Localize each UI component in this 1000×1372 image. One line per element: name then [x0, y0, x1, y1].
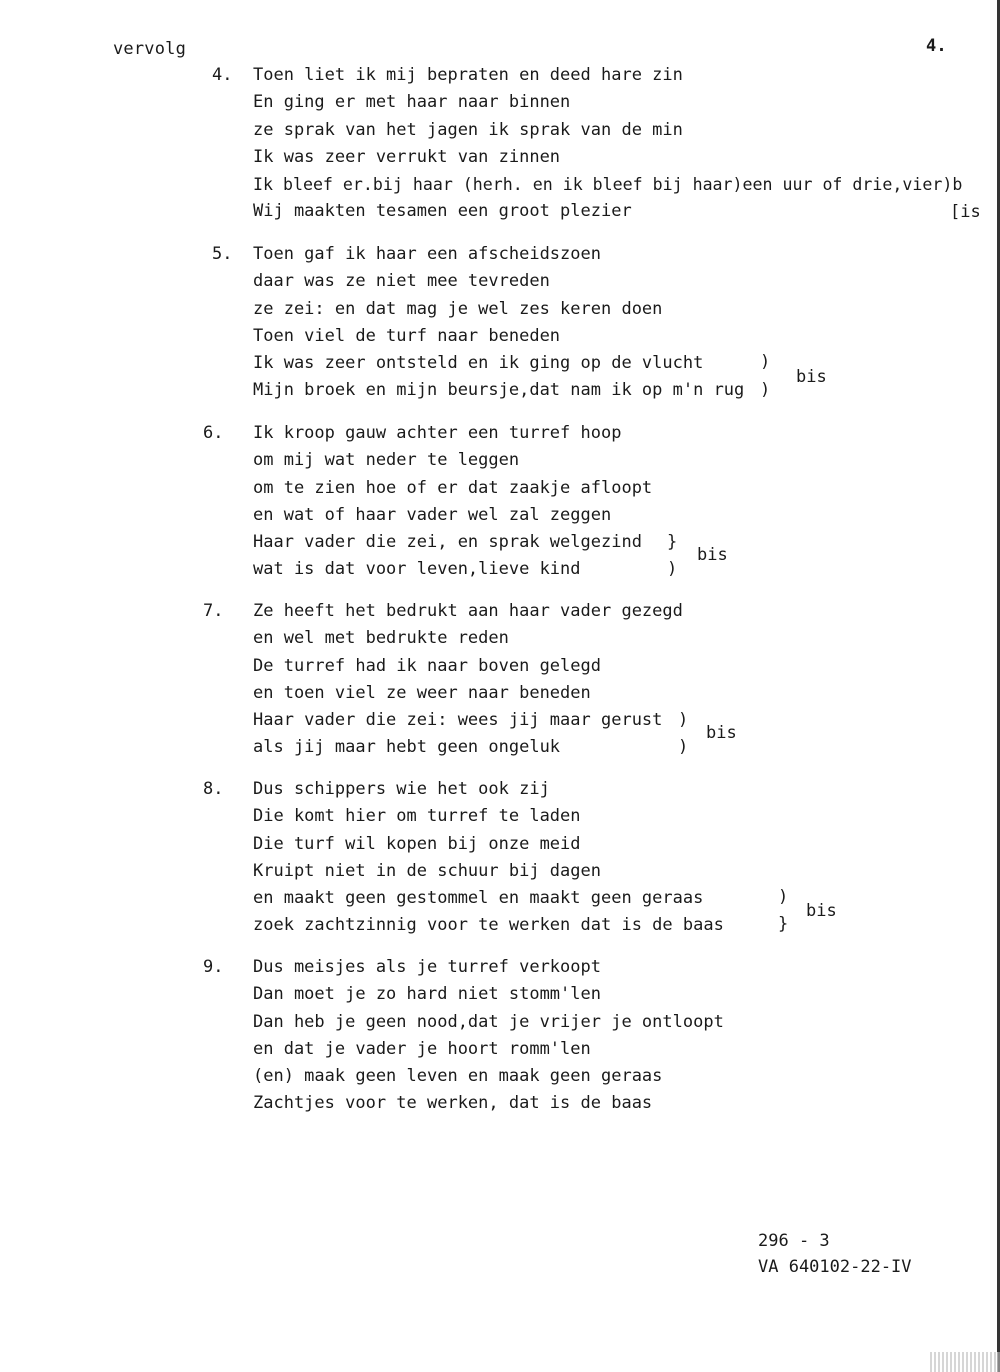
verse-line: Toen viel de turf naar beneden [253, 325, 561, 346]
verse-line: Ik was zeer ontsteld en ik ging op de vlucht [253, 353, 704, 374]
verse-line: en maakt geen gestommel en maakt geen geraas [253, 888, 704, 909]
verse-line: en dat je vader je hoort romm'len [253, 1038, 591, 1059]
verse-line: De turref had ik naar boven gelegd [253, 655, 601, 676]
verse-line: Dus meisjes als je turref verkoopt [253, 957, 601, 977]
verse-line: Haar vader die zei: wees jij maar gerust [253, 710, 663, 731]
scan-artifact-decoration [930, 1352, 1000, 1372]
bracket: ) [667, 559, 678, 579]
stanza-number: 8. [203, 779, 224, 799]
verse-line: daar was ze niet mee tevreden [253, 271, 550, 292]
stanza-lines [253, 776, 724, 940]
bis-label: bis [697, 545, 728, 565]
verse-line: Zachtjes voor te werken, dat is de baas [253, 1093, 653, 1114]
bis-label: bis [706, 723, 737, 743]
verse-line: Ik bleef er.bij haar (herh. en ik bleef bij haar)een uur of drie,vier)b [253, 175, 963, 195]
archive-reference-number: 296 - 3 [758, 1231, 830, 1251]
verse-line: en wat of haar vader wel zal zeggen [253, 504, 612, 525]
bracket: ) [678, 737, 689, 757]
bis-label: is [960, 202, 981, 222]
bracket: ) [760, 352, 771, 372]
verse-line: Ik was zeer verrukt van zinnen [253, 146, 561, 167]
continuation-label: vervolg [113, 39, 187, 59]
stanza-lines [253, 420, 652, 584]
bracket: ) [678, 710, 689, 730]
bis-marker [950, 199, 981, 226]
verse-line: Toen gaf ik haar een afscheidszoen [253, 244, 601, 264]
verse-line: om te zien hoe of er dat zaakje afloopt [253, 477, 653, 498]
bracket: } [778, 914, 789, 934]
verse-line: Haar vader die zei, en sprak welgezind [253, 532, 642, 553]
verse-line: Ze heeft het bedrukt aan haar vader gezegd [253, 601, 683, 621]
page-number: 4. [926, 36, 947, 56]
verse-line: als jij maar hebt geen ongeluk [253, 737, 561, 758]
bracket: } [667, 532, 678, 552]
verse-line: zoek zachtzinnig voor te werken dat is de baas [253, 915, 724, 936]
bis-paren: [ [950, 202, 961, 222]
stanza-number: 7. [203, 601, 224, 621]
stanza-number: 6. [203, 423, 224, 443]
verse-line: en wel met bedrukte reden [253, 628, 509, 649]
stanza-lines [253, 598, 683, 762]
stanza-number: 4. [212, 65, 233, 85]
stanza-number: 5. [212, 244, 233, 264]
verse-line: Mijn broek en mijn beursje,dat nam ik op m'n rug [253, 380, 745, 401]
verse-line: Wij maakten tesamen een groot plezier [253, 201, 632, 222]
verse-line: en toen viel ze weer naar beneden [253, 682, 591, 703]
stanza-lines [253, 954, 724, 1118]
verse-line: ze zei: en dat mag je wel zes keren doen [253, 298, 663, 319]
verse-line: Dan moet je zo hard niet stomm'len [253, 984, 601, 1005]
bracket: ) [760, 380, 771, 400]
bracket: ) [778, 887, 789, 907]
verse-line: En ging er met haar naar binnen [253, 92, 571, 113]
stanza-lines [253, 241, 744, 405]
stanza-lines [253, 62, 962, 226]
archive-reference-code: VA 640102-22-IV [758, 1257, 912, 1277]
verse-line: Dus schippers wie het ook zij [253, 779, 550, 799]
verse-line: wat is dat voor leven,lieve kind [253, 559, 581, 580]
verse-line: Dan heb je geen nood,dat je vrijer je ontloopt [253, 1011, 724, 1032]
verse-line: om mij wat neder te leggen [253, 450, 520, 471]
bis-label: bis [806, 901, 837, 921]
stanza-number: 9. [203, 957, 224, 977]
verse-line: Toen liet ik mij bepraten en deed hare zin [253, 65, 683, 85]
verse-line: Kruipt niet in de schuur bij dagen [253, 860, 601, 881]
verse-line: Die komt hier om turref te laden [253, 806, 581, 827]
verse-line: (en) maak geen leven en maak geen geraas [253, 1066, 663, 1087]
verse-line: ze sprak van het jagen ik sprak van de min [253, 119, 683, 140]
verse-line: Die turf wil kopen bij onze meid [253, 833, 581, 854]
bis-label: bis [796, 367, 827, 387]
verse-line: Ik kroop gauw achter een turref hoop [253, 423, 622, 443]
